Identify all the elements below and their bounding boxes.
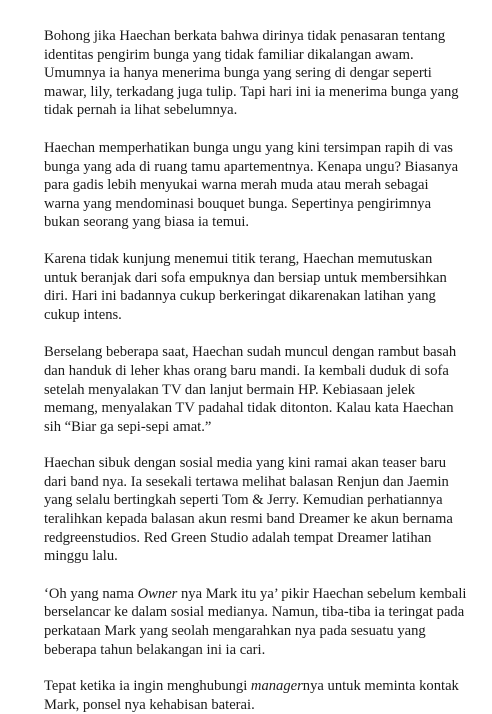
text-line: Mark, ponsel nya kehabisan baterai. <box>44 696 255 713</box>
paragraph-1 <box>44 27 462 120</box>
text-run: nya untuk meminta kontak <box>302 678 459 695</box>
text-line: dan handuk di leher khas orang baru mandi. Ia kembali duduk di sofa <box>44 362 449 379</box>
text-line: Umumnya ia hanya menerima bunga yang sering di dengar seperti <box>44 65 432 82</box>
italic-text: manager <box>250 678 303 695</box>
paragraph-6 <box>44 585 467 659</box>
text-line: bukan seorang yang biasa ia temui. <box>44 214 250 231</box>
text-line: minggu lalu. <box>44 548 118 565</box>
text-run: ‘Oh yang nama <box>44 585 138 602</box>
text-line: redgreenstudios. Red Green Studio adalah tempat Dreamer latihan <box>44 529 432 546</box>
paragraph-7 <box>44 677 462 714</box>
text-line: yang selalu bertingkah seperti Tom & Jerry. Kemudian perhatiannya <box>44 492 443 509</box>
text-line: berselancar ke dalam sosial medianya. Namun, tiba-tiba ia teringat pada <box>44 604 465 621</box>
paragraph-4 <box>44 343 462 436</box>
text-line: identitas pengirim bunga yang tidak familiar dikalangan awam. <box>44 46 414 63</box>
text-line: Haechan sibuk dengan sosial media yang kini ramai akan teaser baru <box>44 455 446 472</box>
text-line: beberapa tahun belakangan ini ia cari. <box>44 641 266 658</box>
text-line: untuk beranjak dari sofa empuknya dan bersiap untuk membersihkan <box>44 269 447 286</box>
text-line: tidak pernah ia lihat sebelumnya. <box>44 102 238 119</box>
text-line: para gadis lebih menyukai warna merah muda atau merah sebagai <box>44 177 429 194</box>
text-line: Haechan memperhatikan bunga ungu yang kini tersimpan rapih di vas <box>44 139 453 156</box>
text-line: dari band nya. Ia sesekali tertawa melihat balasan Renjun dan Jaemin <box>44 473 449 490</box>
text-line: mawar, lily, terkadang juga tulip. Tapi hari ini ia menerima bunga yang <box>44 83 459 100</box>
paragraph-5 <box>44 454 462 566</box>
paragraph-2 <box>44 139 462 232</box>
text-line: setelah menyalakan TV dan lanjut bermain HP. Kebiasaan jelek <box>44 381 416 398</box>
text-line: Berselang beberapa saat, Haechan sudah muncul dengan rambut basah <box>44 344 457 361</box>
text-line: Karena tidak kunjung menemui titik terang, Haechan memutuskan <box>44 250 433 267</box>
text-line: memang, menyalakan TV padahal tidak ditonton. Kalau kata Haechan <box>44 400 454 417</box>
text-line <box>44 677 462 696</box>
text-line: perkataan Mark yang seolah mengarahkan nya pada sesuatu yang <box>44 623 426 640</box>
text-run: Tepat ketika ia ingin menghubungi <box>44 678 251 695</box>
italic-text: Owner <box>137 585 178 602</box>
text-line: diri. Hari ini badannya cukup berkeringat dikarenakan latihan yang <box>44 288 436 305</box>
text-line: sih “Biar ga sepi-sepi amat.” <box>44 418 212 435</box>
text-line: cukup intens. <box>44 306 122 323</box>
text-run: nya Mark itu ya’ pikir Haechan sebelum kembali <box>177 585 467 602</box>
text-line: warna yang mendominasi bouquet bunga. Sepertinya pengirimnya <box>44 195 432 212</box>
text-line: Bohong jika Haechan berkata bahwa dirinya tidak penasaran tentang <box>44 28 446 44</box>
text-line: teralihkan kepada balasan akun resmi band Dreamer ke akun bernama <box>44 511 453 528</box>
text-line <box>44 585 467 604</box>
text-line: bunga yang ada di ruang tamu apartementnya. Kenapa ungu? Biasanya <box>44 158 459 175</box>
paragraph-3 <box>44 250 462 324</box>
